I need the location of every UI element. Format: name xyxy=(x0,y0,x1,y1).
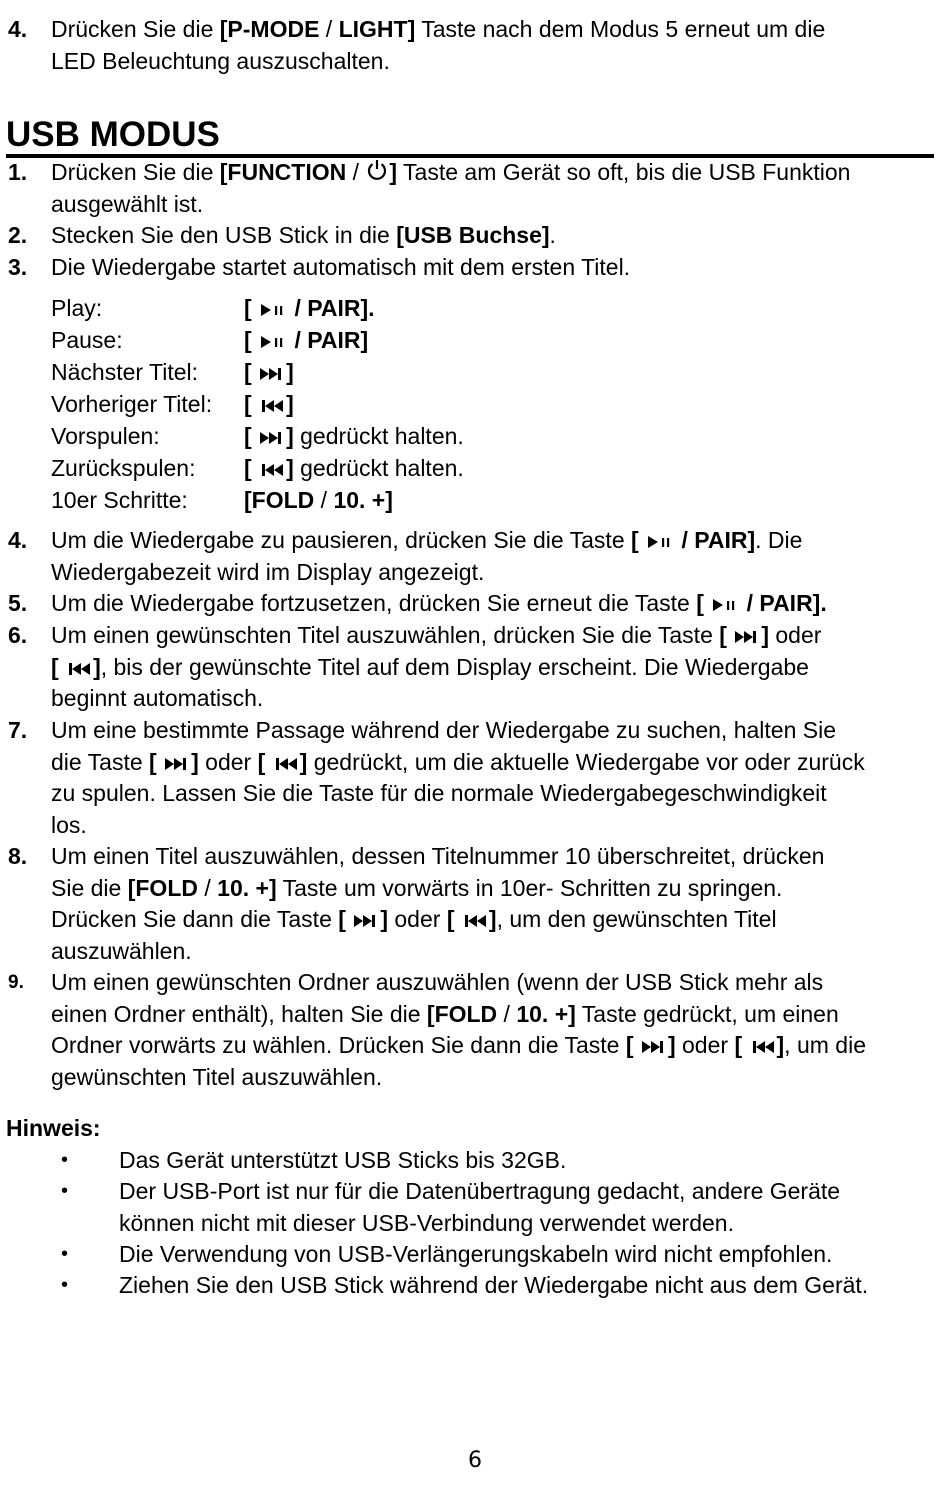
control-label: Pause: xyxy=(51,327,123,353)
step-6: 6. Um einen gewünschten Titel auszuwählen, drücken Sie die Taste [ ] oder [ ], bis der gewünschte Titel auf dem Display erscheint. Die Wiedergabe beginnt automatisch. xyxy=(8,620,943,715)
text-line: los. xyxy=(51,811,87,838)
text: / PAIR]. xyxy=(740,590,827,616)
power-icon xyxy=(365,158,389,182)
text: oder xyxy=(388,906,447,933)
skip-next-icon xyxy=(640,1039,668,1055)
skip-previous-icon xyxy=(272,756,300,772)
text: Drücken Sie die xyxy=(51,16,220,42)
text: Taste um vorwärts in 10er- Schritten zu springen. xyxy=(276,874,783,901)
fold-key: [FOLD xyxy=(426,1000,498,1027)
step-7: 7. Um eine bestimmte Passage während der Wiedergabe zu suchen, halten Sie die Taste [ ] oder [ ] gedrückt, um die aktuelle Wiedergabe vor oder zurück zu spulen. Lassen Sie die Taste für die normale Wiedergabegeschwindigkeit los. xyxy=(8,715,943,841)
text-line: Um einen gewünschten Ordner auszuwählen (wenn der USB Stick mehr als xyxy=(51,969,824,995)
text-line: Um eine bestimmte Passage während der Wiedergabe zu suchen, halten Sie xyxy=(51,717,836,743)
skip-previous-icon xyxy=(461,913,489,929)
text: / xyxy=(497,1000,517,1027)
text: , um den gewünschten Titel xyxy=(496,906,777,933)
control-value: [ ] gedrückt halten. xyxy=(244,455,464,481)
text: gedrückt, um die aktuelle Wiedergabe vor oder zurück xyxy=(307,748,865,775)
step-8: 8. Um einen Titel auszuwählen, dessen Titelnummer 10 überschreitet, drücken Sie die [FOLD / 10. +] Taste um vorwärts in 10er- Schritten zu springen. Drücken Sie dann die Taste [ ] oder [ ], um den gewünschten Titel auszuwählen. xyxy=(8,841,943,967)
step-number: 6. xyxy=(8,622,28,648)
bullet: • xyxy=(61,1243,69,1265)
play-pause-icon xyxy=(258,334,288,350)
p-mode-key: [P-MODE xyxy=(219,16,320,42)
skip-next-icon xyxy=(163,756,191,772)
text: / xyxy=(346,159,366,185)
text: Um die Wiedergabe zu pausieren, drücken Sie die Taste xyxy=(51,527,632,553)
fold-key: [FOLD xyxy=(244,487,315,513)
text-line: Der USB-Port ist nur für die Datenübertragung gedacht, andere Geräte xyxy=(119,1178,841,1204)
text-line: zu spulen. Lassen Sie die Taste für die normale Wiedergabegeschwindigkeit xyxy=(51,780,827,807)
function-key: [FUNCTION xyxy=(219,159,347,185)
text: / PAIR] xyxy=(288,327,369,353)
text: Drücken Sie dann die Taste xyxy=(51,906,339,933)
step-5: 5. Um die Wiedergabe fortzusetzen, drücken Sie erneut die Taste [ / PAIR]. xyxy=(8,588,943,620)
step-9: 9. Um einen gewünschten Ordner auszuwählen (wenn der USB Stick mehr als einen Ordner enthält), halten Sie die [FOLD / 10. +] Taste gedrückt, um einen Ordner vorwärts zu wählen. Drücken Sie dann die Taste [ ] oder [ ], um die gewünschten Titel auszuwählen. xyxy=(8,967,943,1093)
text: , um die xyxy=(784,1032,866,1059)
step-2 xyxy=(8,220,943,252)
skip-next-icon xyxy=(258,430,286,446)
text: Stecken Sie den USB Stick in die xyxy=(51,222,397,248)
ten-key: 10. +] xyxy=(217,874,277,901)
control-value: [ / PAIR] xyxy=(244,327,369,353)
skip-previous-icon xyxy=(749,1039,777,1055)
ten-key: 10. +] xyxy=(516,1000,576,1027)
usb-socket-label: [USB Buchse] xyxy=(396,222,550,248)
text-line: können nicht mit dieser USB-Verbindung verwendet werden. xyxy=(119,1209,734,1236)
skip-previous-icon xyxy=(65,661,93,677)
play-pause-icon xyxy=(645,534,675,550)
control-label: Vorspulen: xyxy=(51,423,160,449)
text-line: auszuwählen. xyxy=(51,937,192,964)
text: / xyxy=(319,16,339,42)
text: . xyxy=(549,222,556,248)
note-item xyxy=(61,1145,941,1177)
text: Taste gedrückt, um einen xyxy=(575,1000,839,1027)
text: Sie die xyxy=(51,874,128,901)
text: Um die Wiedergabe fortzusetzen, drücken Sie erneut die Taste xyxy=(51,590,697,616)
text-line: Das Gerät unterstützt USB Sticks bis 32GB. xyxy=(119,1147,567,1173)
skip-next-icon xyxy=(733,629,761,645)
text: die Taste xyxy=(51,748,150,775)
text-line: gewünschten Titel auszuwählen. xyxy=(51,1063,383,1090)
text-line: Die Wiedergabe startet automatisch mit dem ersten Titel. xyxy=(51,254,631,280)
play-pause-icon xyxy=(258,302,288,318)
control-label: 10er Schritte: xyxy=(51,487,188,513)
skip-next-icon xyxy=(258,366,286,382)
step-1 xyxy=(8,157,943,220)
control-value: [ / PAIR]. xyxy=(244,295,375,321)
control-value: [ ] xyxy=(244,391,294,417)
text: Um einen gewünschten Titel auszuwählen, drücken Sie die Taste xyxy=(51,622,720,648)
section-heading: USB MODUS xyxy=(6,113,934,158)
step-number: 7. xyxy=(8,717,28,743)
text: / PAIR]. xyxy=(288,295,375,321)
step-number: 3. xyxy=(8,254,28,280)
control-label: Vorheriger Titel: xyxy=(51,391,213,417)
step-number: 4. xyxy=(8,527,28,553)
text: gedrückt halten. xyxy=(293,423,464,449)
skip-previous-icon xyxy=(258,462,286,478)
step-number: 9. xyxy=(8,972,24,993)
note-item xyxy=(61,1270,941,1302)
page-number: 6 xyxy=(468,1448,482,1473)
step-number: 8. xyxy=(8,843,28,869)
bullet: • xyxy=(61,1180,69,1202)
text: oder xyxy=(198,748,258,775)
bullet: • xyxy=(61,1274,69,1296)
step-number: 2. xyxy=(8,222,28,248)
text-line: ausgewählt ist. xyxy=(51,190,204,217)
text: / xyxy=(314,487,334,513)
text: einen Ordner enthält), halten Sie die xyxy=(51,1000,427,1027)
ten-key: 10. +] xyxy=(333,487,393,513)
text: . Die xyxy=(755,527,803,553)
skip-next-icon xyxy=(352,913,380,929)
bullet: • xyxy=(61,1149,69,1171)
text: Taste am Gerät so oft, bis die USB Funktion xyxy=(397,159,851,185)
fold-key: [FOLD xyxy=(127,874,198,901)
text: Drücken Sie die xyxy=(51,159,220,185)
text-line: Um einen Titel auszuwählen, dessen Titelnummer 10 überschreitet, drücken xyxy=(51,843,825,869)
note-heading: Hinweis: xyxy=(6,1115,101,1141)
step-4-pause: 4. Um die Wiedergabe zu pausieren, drücken Sie die Taste [ / PAIR]. Die Wiedergabezeit wird im Display angezeigt. xyxy=(8,525,943,588)
control-value: [ ] xyxy=(244,359,294,385)
control-label: Nächster Titel: xyxy=(51,359,198,385)
text: / PAIR] xyxy=(675,527,756,553)
text: Taste nach dem Modus 5 erneut um die xyxy=(415,16,826,42)
text-line: Wiedergabezeit wird im Display angezeigt. xyxy=(51,558,485,585)
note-item xyxy=(61,1239,941,1271)
text: oder xyxy=(768,622,822,648)
play-pause-icon xyxy=(710,597,740,613)
text: , bis der gewünschte Titel auf dem Display erscheint. Die Wiedergabe xyxy=(100,653,809,680)
skip-previous-icon xyxy=(258,398,286,414)
text: oder xyxy=(675,1032,735,1059)
text: Ordner vorwärts zu wählen. Drücken Sie dann die Taste xyxy=(51,1032,626,1059)
text-line: Die Verwendung von USB-Verlängerungskabeln wird nicht empfohlen. xyxy=(119,1241,833,1267)
light-key: LIGHT] xyxy=(338,16,416,42)
text: / xyxy=(197,874,218,901)
text-line: LED Beleuchtung auszuschalten. xyxy=(51,47,390,74)
step-4-light xyxy=(8,14,943,77)
control-label: Play: xyxy=(51,295,103,321)
bracket: ] xyxy=(389,159,398,185)
control-label: Zurückspulen: xyxy=(51,455,196,481)
text-line: beginnt automatisch. xyxy=(51,685,264,712)
text: gedrückt halten. xyxy=(293,455,464,481)
control-value xyxy=(244,485,393,517)
step-number: 4. xyxy=(8,16,28,42)
step-number: 1. xyxy=(8,159,28,185)
control-value: [ ] gedrückt halten. xyxy=(244,423,464,449)
text-line: Ziehen Sie den USB Stick während der Wiedergabe nicht aus dem Gerät. xyxy=(119,1272,869,1298)
note-item xyxy=(61,1176,941,1239)
step-3 xyxy=(8,252,943,284)
step-number: 5. xyxy=(8,590,28,616)
